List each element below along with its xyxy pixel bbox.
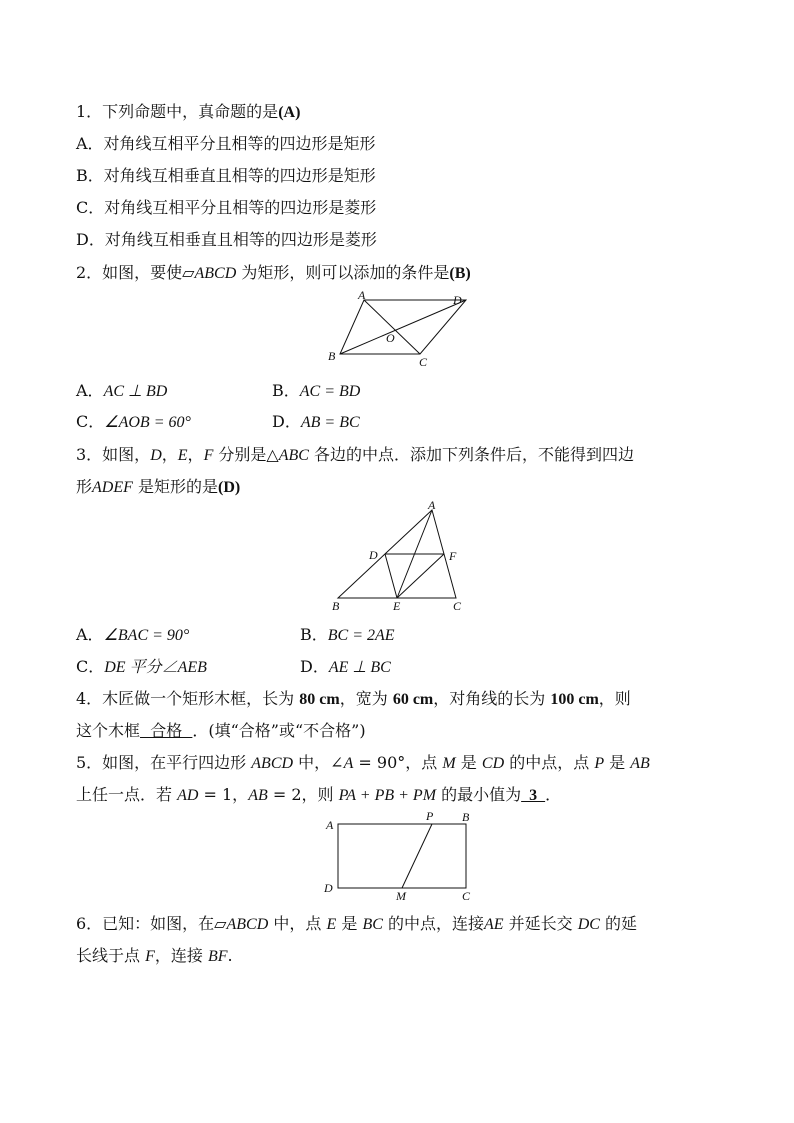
q3-option-key: D． [300,657,329,676]
q2-stem-part: 为矩形，则可以添加的条件是 [236,263,450,282]
q3-text: 3．如图， [76,445,151,464]
q3-label-e: E [393,599,401,613]
q2-option-key: D． [272,412,301,431]
q3-var: F [203,447,214,464]
q6-text: 并延长交 [503,914,578,933]
q4-text: ．(填“合格”或“不合格”) [192,721,366,740]
q2-option-b [272,381,360,402]
q4-text: 这个木框 [76,721,141,740]
q5-text: = 1， [198,785,249,804]
q6-line2 [76,946,233,967]
q3-option-text: BC = 2AE [327,627,395,644]
q2-option-text: AB = BC [300,414,360,431]
q2-label-c: C [419,355,428,369]
q3-option-key: C． [76,657,105,676]
q4-text: 4．木匠做一个矩形木框，长为 [76,689,300,708]
q5-text: 上任一点．若 [76,785,178,804]
q5-text: 是 [455,753,482,772]
q6-text: . [227,946,233,965]
q1-option-c: C．对角线互相平分且相等的四边形是菱形 [76,198,377,217]
q2-option-key: C． [76,412,105,431]
q5-text: 是 [604,753,631,772]
q6-var: E [326,916,337,933]
q4-diagonal: 100 cm [550,691,599,708]
q3-text: 是矩形的是 [132,477,218,496]
q2-stem-var: ABCD [194,265,237,282]
q3-var: E [177,447,188,464]
q3-var: ADEF [92,479,133,496]
q3-var: D [150,447,162,464]
q5-expression: PA + PB + PM [338,787,437,804]
q2-option-text: AC = BD [299,383,361,400]
q5-var: M [442,755,456,772]
q6-var: F [145,948,155,965]
q4-width: 60 cm [392,691,434,708]
q3-segment-de [385,554,397,598]
q2-answer: (B) [449,265,471,282]
q6-text: 长线于点 [76,946,146,965]
q2-option-c [76,412,191,433]
q3-text: ， [187,445,204,464]
q6-var: AE [483,916,504,933]
q3-label-d: D [369,548,378,562]
q3-option-key: B． [300,625,328,644]
q3-label-f: F [449,549,457,563]
q1-option-a: A．对角线互相平分且相等的四边形是矩形 [76,134,376,153]
q4-length: 80 cm [299,691,340,708]
q5-line1 [76,753,650,774]
q4-answer-blank: 合格 [140,721,193,740]
q3-label-a: A [428,498,436,512]
q6-var: BF [207,948,228,965]
q4-text: ，则 [598,689,631,708]
q3-answer: (D) [217,479,241,496]
q3-option-b [300,625,395,646]
q5-var: P [594,755,605,772]
q5-var: A [343,755,354,772]
q3-label-b: B [332,599,340,613]
q5-text: ． [545,785,562,804]
q3-option-a [76,625,189,646]
q3-var: ABC [278,447,309,464]
q6-text: 6．已知：如图，在▱ [76,914,227,933]
q3-triangle-figure [322,498,472,616]
q5-text: = 2，则 [267,785,339,804]
q3-option-c [76,657,207,678]
q4-line2 [76,721,366,741]
q5-label-a: A [326,818,334,832]
q1-stem [76,102,300,123]
q3-option-d [300,657,391,678]
q3-label-c: C [453,599,462,613]
q5-var: AB [630,755,650,772]
q5-line2 [76,785,561,806]
q2-label-o: O [386,331,395,345]
q5-var: ABCD [251,755,294,772]
q5-label-d: D [324,881,333,895]
q2-option-text: ∠AOB = 60° [104,414,191,431]
q2-diagonal-bd [340,300,466,354]
q6-text: 中，点 [268,914,327,933]
q5-label-c: C [462,889,471,903]
q2-option-key: B． [272,381,300,400]
q1-answer: (A) [278,104,301,121]
q5-text: 5．如图，在平行四边形 [76,753,252,772]
q3-option-text: ∠BAC = 90° [103,627,190,644]
q5-label-m: M [396,889,406,903]
q3-option-text: DE 平分∠AEB [104,659,207,676]
q6-text: 是 [336,914,363,933]
q1-stem-text: 1．下列命题中，真命题的是 [76,102,279,121]
q2-option-d [272,412,360,433]
q3-stem-line1 [76,445,634,466]
q2-diagonal-ac [364,300,420,354]
q5-var: AD [177,787,199,804]
q2-option-a [76,381,167,402]
q2-stem [76,263,471,284]
q3-stem-line2 [76,477,240,498]
q2-option-key: A． [76,381,104,400]
q5-rectangle-figure [320,808,480,904]
q6-text: 的中点，连接 [382,914,484,933]
q6-line1 [76,914,637,935]
q5-label-p: P [426,809,434,823]
q5-answer-blank: 3 [521,787,546,804]
q3-text: 各边的中点．添加下列条件后，不能得到四边 [308,445,635,464]
q3-text: ， [161,445,178,464]
q6-text: 的延 [599,914,638,933]
q4-text: ，宽为 [339,689,393,708]
q4-text: ，对角线的长为 [433,689,551,708]
q6-var: BC [362,916,383,933]
q1-option-d: D．对角线互相垂直且相等的四边形是菱形 [76,230,377,249]
q2-label-a: A [358,288,366,302]
q6-var: DC [577,916,600,933]
q5-label-b: B [462,810,470,824]
q3-option-key: A． [76,625,104,644]
q4-line1 [76,689,631,710]
q2-stem-part: 2．如图，要使▱ [76,263,195,282]
q2-parallelogram-figure [320,288,480,372]
q2-label-d: D [453,293,462,307]
q5-text: 中，∠ [293,753,344,772]
q5-text: 的中点，点 [504,753,595,772]
q5-var: AB [248,787,268,804]
q6-text: ，连接 [154,946,208,965]
q2-option-text: AC ⊥ BD [103,383,168,400]
q5-text: = 90°，点 [353,753,443,772]
q5-text: 的最小值为 [436,785,522,804]
q5-rectangle [338,824,466,888]
q6-var: ABCD [226,916,269,933]
q1-option-b: B．对角线互相垂直且相等的四边形是矩形 [76,166,376,185]
q3-segment-ef [397,554,444,598]
q3-text: 分别是△ [213,445,279,464]
q5-segment-pm [402,824,432,888]
q3-text: 形 [76,477,93,496]
q2-label-b: B [328,349,336,363]
q3-option-text: AE ⊥ BC [328,659,391,676]
q5-var: CD [481,755,505,772]
